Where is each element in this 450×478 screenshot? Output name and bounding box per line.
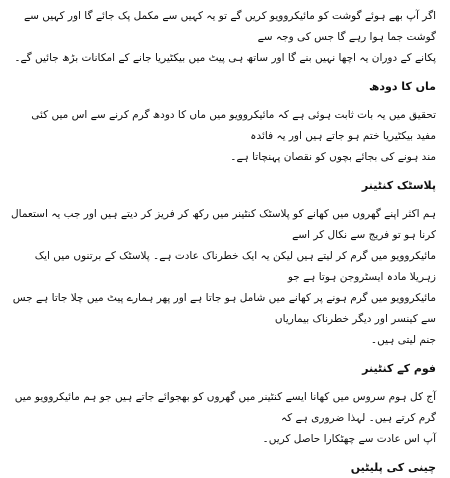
section-heading-breast-milk: ماں کا دودھ — [369, 80, 436, 93]
paragraph-line: آپ اس عادت سے چھٹکارا حاصل کریں۔ — [262, 433, 436, 445]
intro-line: اگر آپ بھے ہوئے گوشت کو مائیکروویو کریں گے تو یہ کہیں سے مکمل پک جائے گا اور کہیں سے گوشت جما ہوا رہے گا جس کی وجہ سے — [23, 10, 436, 43]
paragraph-line: جنم لیتی ہیں۔ — [370, 334, 436, 346]
section-heading-plastic-container: پلاسٹک کنٹینر — [361, 179, 436, 192]
plastic-container-paragraph — [10, 204, 436, 351]
paragraph-line: آج کل ہوم سروس میں کھانا ایسے کنٹینر میں گھروں کو بھجوائے جاتے ہیں جو ہم مائیکروویو میں گرم کرتے ہیں۔ لہذا ضروری ہے کہ — [14, 391, 436, 424]
section-heading-china-plates: چینی کی پلیٹیں — [350, 461, 436, 474]
section-heading-foam-container: فوم کے کنٹینر — [362, 362, 436, 375]
intro-line: پکانے کے دوران یہ اچھا نہیں بنے گا اور ساتھ ہی پیٹ میں بیکٹیریا جانے کے امکانات بڑھ جائیں گے۔ — [14, 52, 436, 64]
paragraph-line: تحقیق میں یہ بات ثابت ہوئی ہے کہ مائیکروویو میں ماں کا دودھ گرم کرنے سے اس میں کئی مفید بیکٹیریا ختم ہو جاتے ہیں اور یہ فائدہ — [31, 109, 436, 142]
foam-container-paragraph — [10, 387, 436, 450]
paragraph-line: مند ہونے کی بجائے بچوں کو نقصان پہنچاتا ہے۔ — [230, 151, 436, 163]
breast-milk-paragraph — [10, 105, 436, 168]
intro-paragraph — [10, 6, 436, 69]
paragraph-line: ہم اکثر اپنے گھروں میں کھانے کو پلاسٹک کنٹینر میں رکھ کر فریز کر دیتے ہیں اور جب یہ استعمال کرنا ہو تو فریج سے نکال کر اسے — [11, 208, 436, 241]
paragraph-line: مائیکروویو میں گرم ہونے پر کھانے میں شامل ہو جاتا ہے اور پھر ہمارے پیٹ میں چلا جاتا ہے جس سے کینسر اور دیگر خطرناک بیماریاں — [12, 292, 436, 325]
paragraph-line: مائیکروویو میں گرم کر لیتے ہیں لیکن یہ ایک خطرناک عادت ہے۔ پلاسٹک کے برتنوں میں ایک زہریلا مادہ ایسٹروجن ہوتا ہے جو — [34, 250, 436, 283]
